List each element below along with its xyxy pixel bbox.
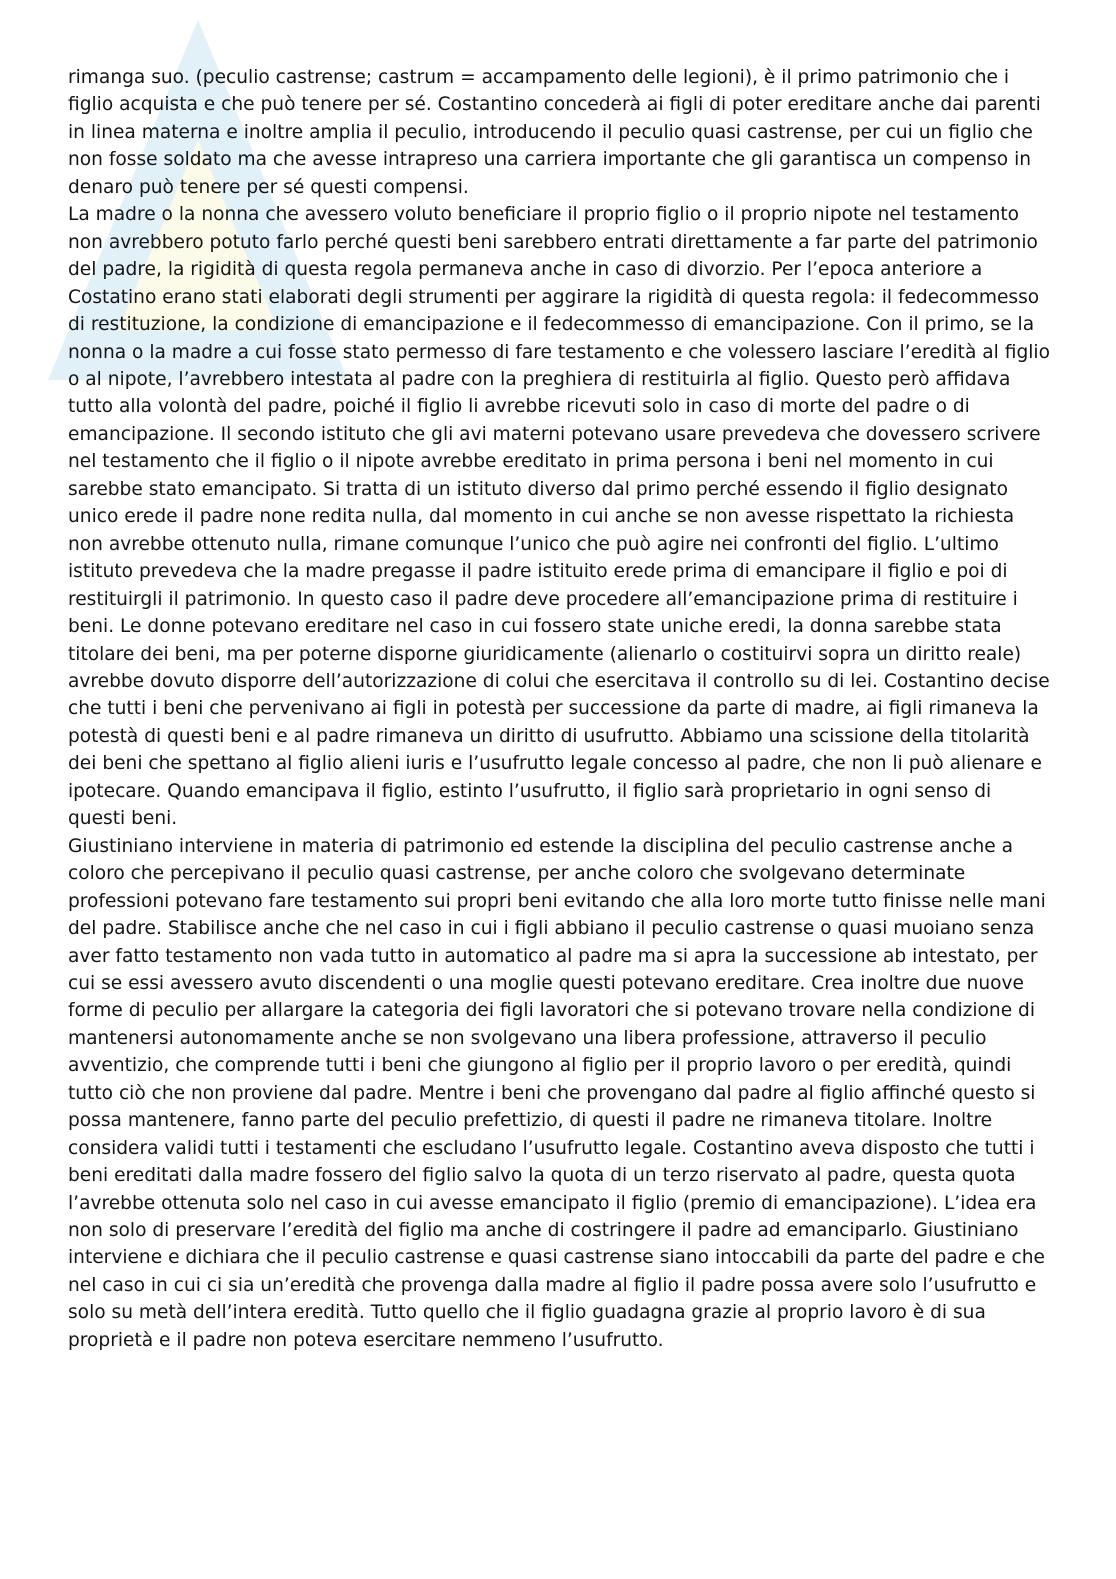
document-body xyxy=(68,64,1053,1354)
paragraph-peculio-castrense: rimanga suo. (peculio castrense; castrum = accampamento delle legioni), è il primo patrimonio che i figlio acquista e che può tenere per sé. Costantino concederà ai figli di poter ereditare anche dai parenti in linea materna e inoltre amplia il peculio, introducendo il peculio quasi castrense, per cui un figlio che non fosse soldato ma che avesse intrapreso una carriera importante che gli garantisca un compenso in denaro può tenere per sé questi compensi. xyxy=(68,67,1041,198)
paragraph-eredita-materna: La madre o la nonna che avessero voluto beneficiare il proprio figlio o il proprio nipote nel testamento non avrebbero potuto farlo perché questi beni sarebbero entrati direttamente a far parte del patrimonio del padre, la rigidità di questa regola permaneva anche in caso di divorzio. Per l’epoca anteriore a Costatino erano stati elaborati degli strumenti per aggirare la rigidità di questa regola: il fedecommesso di restituzione, la condizione di emancipazione e il fedecommesso di emancipazione. Con il primo, se la nonna o la madre a cui fosse stato permesso di fare testamento e che volessero lasciare l’eredità al figlio o al nipote, l’avrebbero intestata al padre con la preghiera di restituirla al figlio. Questo però affidava tutto alla volontà del padre, poiché il figlio li avrebbe ricevuti solo in caso di morte del padre o di emancipazione. Il secondo istituto che gli avi materni potevano usare prevedeva che dovessero scrivere nel testamento che il figlio o il nipote avrebbe ereditato in prima persona i beni nel momento in cui sarebbe stato emancipato. Si tratta di un istituto diverso dal primo perché essendo il figlio designato unico erede il padre none redita nulla, dal momento in cui anche se non avesse rispettato la richiesta non avrebbe ottenuto nulla, rimane comunque l’unico che può agire nei confronti del figlio. L’ultimo istituto prevedeva che la madre pregasse il padre istituito erede prima di emancipare il figlio e poi di restituirgli il patrimonio. In questo caso il padre deve procedere all’emancipazione prima di restituire i beni. Le donne potevano ereditare nel caso in cui fossero state uniche eredi, la donna sarebbe stata titolare dei beni, ma per poterne disporne giuridicamente (alienarlo o costituirvi sopra un diritto reale) avrebbe dovuto disporre dell’autorizzazione di colui che esercitava il controllo su di lei. Costantino decise che tutti i beni che pervenivano ai figli in potestà per successione da parte di madre, ai figli rimaneva la potestà di questi beni e al padre rimaneva un diritto di usufrutto. Abbiamo una scissione della titolarità dei beni che spettano al figlio alieni iuris e l’usufrutto legale concesso al padre, che non li può alienare e ipotecare. Quando emancipava il figlio, estinto l’usufrutto, il figlio sarà proprietario in ogni senso di questi beni. xyxy=(68,204,1050,830)
paragraph-giustiniano: Giustiniano interviene in materia di patrimonio ed estende la disciplina del peculio castrense anche a coloro che percepivano il peculio quasi castrense, per anche coloro che svolgevano determinate professioni potevano fare testamento sui propri beni evitando che alla loro morte tutto finisse nelle mani del padre. Stabilisce anche che nel caso in cui i figli abbiano il peculio castrense o quasi muoiano senza aver fatto testamento non vada tutto in automatico al padre ma si apra la successione ab intestato, per cui se essi avessero avuto discendenti o una moglie questi potevano ereditare. Crea inoltre due nuove forme di peculio per allargare la categoria dei figli lavoratori che si potevano trovare nella condizione di mantenersi autonomamente anche se non svolgevano una libera professione, attraverso il peculio avventizio, che comprende tutti i beni che giungono al figlio per il proprio lavoro o per eredità, quindi tutto ciò che non proviene dal padre. Mentre i beni che provengano dal padre al figlio affinché questo si possa mantenere, fanno parte del peculio prefettizio, di questi il padre ne rimaneva titolare. Inoltre considera validi tutti i testamenti che escludano l’usufrutto legale. Costantino aveva disposto che tutti i beni ereditati dalla madre fossero del figlio salvo la quota di un terzo riservato al padre, questa quota l’avrebbe ottenuta solo nel caso in cui avesse emancipato il figlio (premio di emancipazione). L’idea era non solo di preservare l’eredità del figlio ma anche di costringere il padre ad emanciparlo. Giustiniano interviene e dichiara che il peculio castrense e quasi castrense siano intoccabili da parte del padre e che nel caso in cui ci sia un’eredità che provenga dalla madre al figlio il padre possa avere solo l’usufrutto e solo su metà dell’intera eredità. Tutto quello che il figlio guadagna grazie al proprio lavoro è di sua proprietà e il padre non poteva esercitare nemmeno l’usufrutto. xyxy=(68,835,1046,1351)
